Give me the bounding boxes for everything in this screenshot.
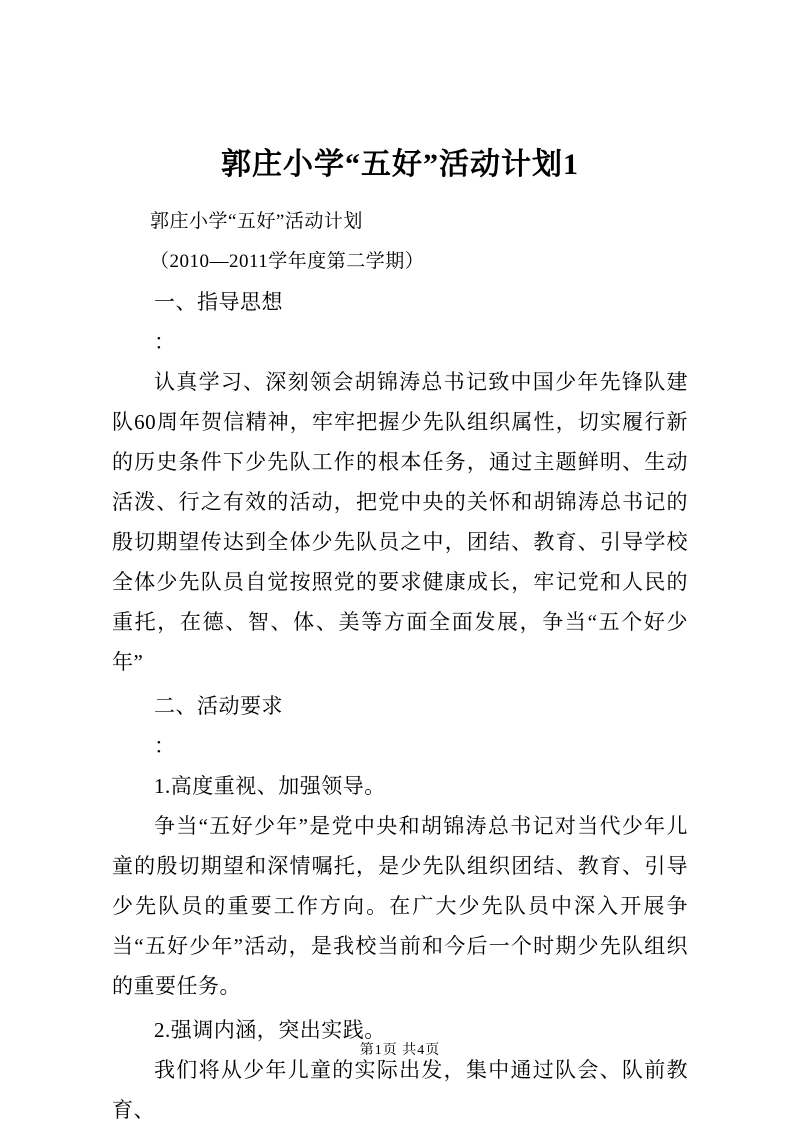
- document-title: 郭庄小学“五好”活动计划1: [221, 148, 579, 181]
- paragraph-colon: ：: [154, 734, 176, 758]
- paragraph-item-1-body: 争当“五好少年”是党中央和胡锦涛总书记对当代少年儿童的殷切期望和深情嘱托，是少先队组织团结、教育、引导少先队员的重要工作方向。在广大少先队员中深入开展争当“五好少年”活动，是我校当前和今后一个时期少先队组织的重要任务。: [112, 814, 688, 998]
- paragraph-item-2-body: 我们将从少年儿童的实际出发，集中通过队会、队前教育、: [112, 1058, 688, 1122]
- paragraph-item-2-heading: 2.强调内涵，突出实践。: [154, 1018, 386, 1042]
- page-number: 第1页 共4页: [359, 1043, 441, 1058]
- paragraph-section-1-body: 认真学习、深刻领会胡锦涛总书记致中国少年先锋队建队60周年贺信精神，牢牢把握少先队组织属性，切实履行新的历史条件下少先队工作的根本任务，通过主题鲜明、生动活泼、行之有效的活动，把党中央的关怀和胡锦涛总书记的殷切期望传达到全体少先队员之中，团结、教育、引导学校全体少先队员自觉按照党的要求健康成长，牢记党和人民的重托，在德、智、体、美等方面全面发展，争当“五个好少年”: [112, 370, 688, 674]
- paragraph-colon: ：: [154, 330, 176, 354]
- paragraph-term: （2010—2011学年度第二学期）: [150, 251, 425, 272]
- paragraph-subtitle: 郭庄小学“五好”活动计划: [150, 211, 363, 232]
- paragraph-section-2-heading: 二、活动要求: [154, 694, 283, 718]
- paragraph-item-1-heading: 1.高度重视、加强领导。: [154, 774, 386, 798]
- paragraph-section-1-heading: 一、指导思想: [154, 290, 283, 314]
- document-body: [112, 142, 688, 1130]
